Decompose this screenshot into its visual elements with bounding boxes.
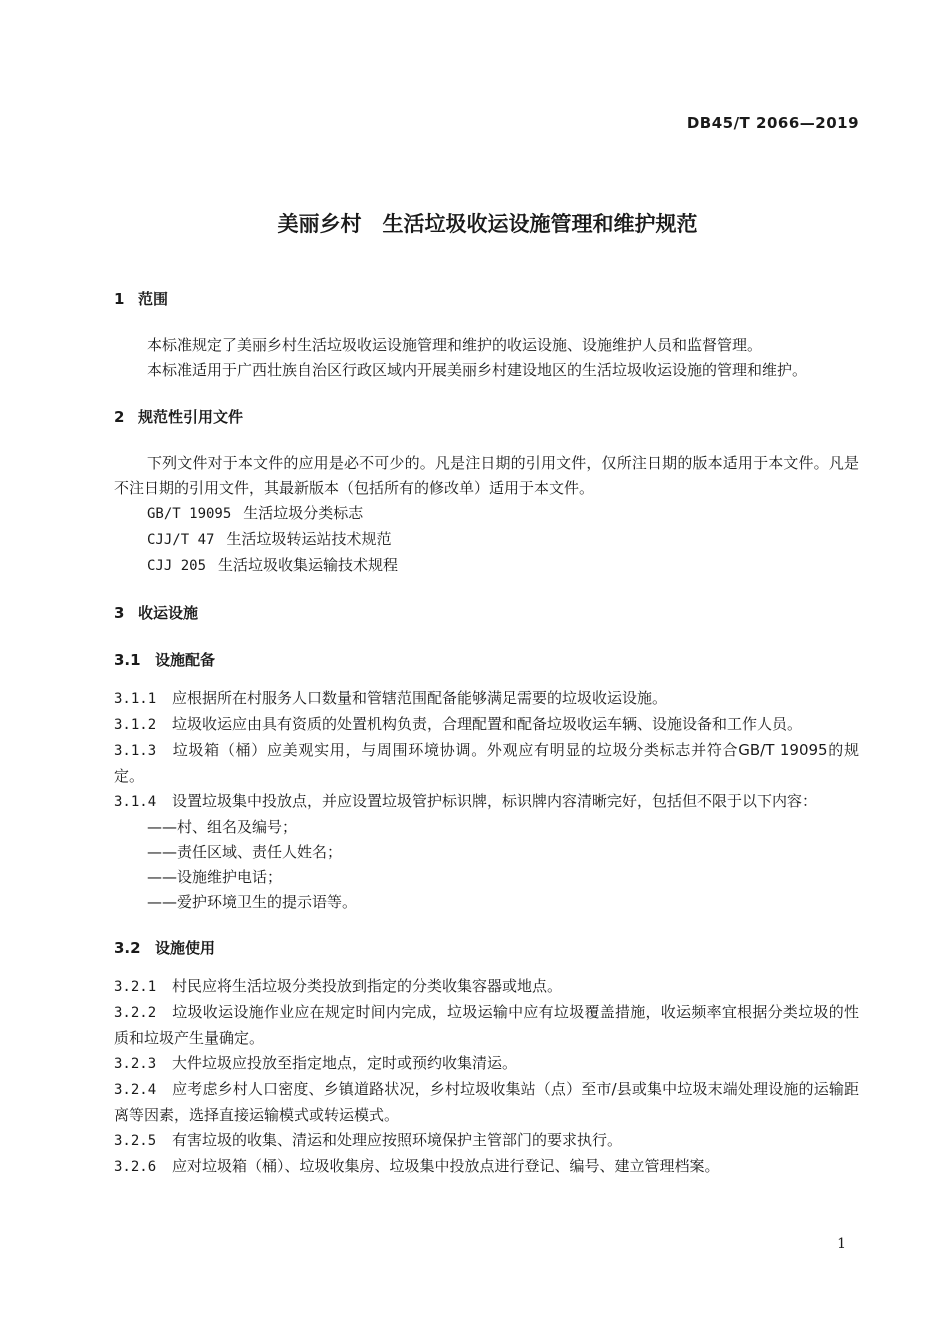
list-item: ——设施维护电话； xyxy=(147,868,283,886)
reference-name: 生活垃圾收集运输技术规程 xyxy=(218,556,399,574)
clause-3-2-3 xyxy=(114,1051,859,1077)
clause-text: 垃圾收运应由具有资质的处置机构负责，合理配置和配备垃圾收运车辆、设施设备和工作人员。 xyxy=(172,715,803,733)
clause-number: 3.2.6 xyxy=(114,1159,157,1175)
subsection-heading-usage xyxy=(114,936,859,961)
section-number: 3 xyxy=(114,604,125,622)
subsection-title: 设施使用 xyxy=(155,939,216,957)
reference-item xyxy=(114,553,859,579)
clause-number: 3.2.1 xyxy=(114,979,157,995)
subsection-title: 设施配备 xyxy=(155,651,216,669)
reference-item xyxy=(114,527,859,553)
section-title: 规范性引用文件 xyxy=(138,408,244,426)
reference-code: CJJ/T 47 xyxy=(147,532,215,548)
standard-number: DB45/T 2066—2019 xyxy=(686,114,859,132)
clause-3-1-2 xyxy=(114,712,859,738)
clause-number: 3.1.4 xyxy=(114,794,157,810)
list-item: ——爱护环境卫生的提示语等。 xyxy=(147,893,358,911)
reference-code: CJJ 205 xyxy=(147,558,207,574)
clause-3-2-1 xyxy=(114,974,859,1000)
clause-text: 应根据所在村服务人口数量和管辖范围配备能够满足需要的垃圾收运设施。 xyxy=(172,689,668,707)
scope-paragraph-2: 本标准适用于广西壮族自治区行政区域内开展美丽乡村建设地区的生活垃圾收运设施的管理和维护。 xyxy=(147,361,808,379)
clause-3-2-6 xyxy=(114,1154,859,1180)
clause-3-2-5 xyxy=(114,1128,859,1154)
clause-number: 3.2.3 xyxy=(114,1056,157,1072)
clause-text: 村民应将生活垃圾分类投放到指定的分类收集容器或地点。 xyxy=(172,977,563,995)
references-intro: 下列文件对于本文件的应用是必不可少的。凡是注日期的引用文件，仅所注日期的版本适用于本文件。凡是不注日期的引用文件，其最新版本（包括所有的修改单）适用于本文件。 xyxy=(114,454,859,497)
reference-name: 生活垃圾分类标志 xyxy=(243,504,364,522)
clause-text: 垃圾收运设施作业应在规定时间内完成，垃圾运输中应有垃圾覆盖措施，收运频率宜根据分类垃圾的性质和垃圾产生量确定。 xyxy=(114,1003,859,1047)
list-item: ——责任区域、责任人姓名； xyxy=(147,843,343,861)
clause-text: 应考虑乡村人口密度、乡镇道路状况，乡村垃圾收集站（点）至市/县或集中垃圾末端处理设施的运输距离等因素，选择直接运输模式或转运模式。 xyxy=(114,1080,859,1124)
clause-text: 设置垃圾集中投放点，并应设置垃圾管护标识牌，标识牌内容清晰完好，包括但不限于以下内容： xyxy=(172,792,818,810)
clause-3-2-2 xyxy=(114,1000,859,1051)
scope-paragraph-1: 本标准规定了美丽乡村生活垃圾收运设施管理和维护的收运设施、设施维护人员和监督管理。 xyxy=(147,336,763,354)
subsection-number: 3.1 xyxy=(114,651,141,669)
list-item: ——村、组名及编号； xyxy=(147,818,298,836)
clause-number: 3.1.2 xyxy=(114,717,157,733)
section-number: 1 xyxy=(114,290,125,308)
clause-3-2-4 xyxy=(114,1077,859,1128)
clause-3-1-1 xyxy=(114,686,859,712)
section-heading-references xyxy=(114,405,859,430)
clause-number: 3.2.4 xyxy=(114,1082,157,1098)
section-number: 2 xyxy=(114,408,125,426)
page-number: 1 xyxy=(837,1236,846,1252)
reference-item xyxy=(114,501,859,527)
clause-number: 3.2.2 xyxy=(114,1005,157,1021)
clause-text: 应对垃圾箱（桶）、垃圾收集房、垃圾集中投放点进行登记、编号、建立管理档案。 xyxy=(172,1157,720,1175)
section-heading-scope xyxy=(114,287,859,312)
clause-text: 垃圾箱（桶）应美观实用，与周围环境协调。外观应有明显的垃圾分类标志并符合GB/T 19095的规定。 xyxy=(114,741,859,785)
clause-3-1-3 xyxy=(114,738,859,789)
section-title: 范围 xyxy=(138,290,169,308)
reference-code: GB/T 19095 xyxy=(147,506,232,522)
document-body xyxy=(114,287,859,1180)
section-heading-facilities xyxy=(114,601,859,626)
clause-number: 3.2.5 xyxy=(114,1133,157,1149)
clause-text: 大件垃圾应投放至指定地点，定时或预约收集清运。 xyxy=(172,1054,518,1072)
clause-text: 有害垃圾的收集、清运和处理应按照环境保护主管部门的要求执行。 xyxy=(172,1131,623,1149)
subsection-number: 3.2 xyxy=(114,939,141,957)
document-title: 美丽乡村 生活垃圾收运设施管理和维护规范 xyxy=(277,212,698,236)
subsection-heading-allocation xyxy=(114,648,859,673)
clause-number: 3.1.3 xyxy=(114,743,157,759)
clause-number: 3.1.1 xyxy=(114,691,157,707)
reference-name: 生活垃圾转运站技术规范 xyxy=(226,530,392,548)
section-title: 收运设施 xyxy=(138,604,199,622)
clause-3-1-4 xyxy=(114,789,859,815)
